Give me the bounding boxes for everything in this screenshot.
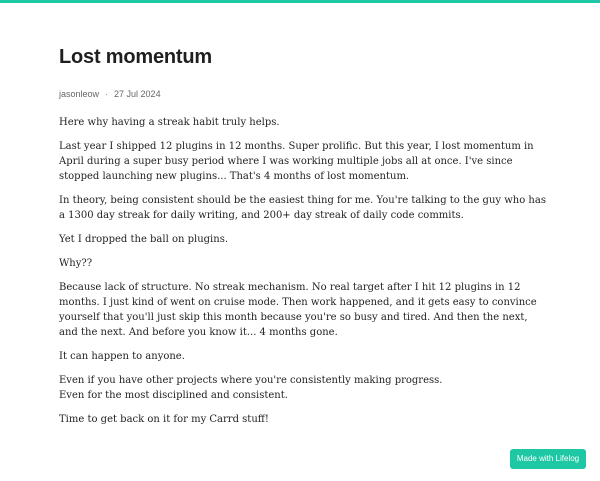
post-meta [59, 88, 549, 100]
post-body [59, 115, 549, 427]
top-accent-bar [0, 0, 600, 3]
made-with-lifelog-button[interactable]: Made with Lifelog [510, 449, 586, 469]
paragraph: Here why having a streak habit truly helps. [59, 117, 280, 128]
paragraph: Last year I shipped 12 plugins in 12 months. Super prolific. But this year, I lost momentum in April during a super busy period where I was working multiple jobs all at once. I've since stopped launching new plugins... That's 4 months of lost momentum. [59, 141, 534, 182]
paragraph: Because lack of structure. No streak mechanism. No real target after I hit 12 plugins in 12 months. I just kind of went on cruise mode. Then work happened, and it gets easy to convince yourself that you'll just skip this month because you're so busy and tired. And then the next, and the next. And before you know it... 4 months gone. [59, 282, 537, 338]
paragraph: Why?? [59, 258, 93, 269]
post-title: Lost momentum [59, 46, 212, 68]
paragraph: Even if you have other projects where you're consistently making progress. [59, 375, 443, 386]
paragraph: Even for the most disciplined and consistent. [59, 390, 288, 401]
paragraph: In theory, being consistent should be the easiest thing for me. You're talking to the guy who has a 1300 day streak for daily writing, and 200+ day streak of daily code commits. [59, 195, 546, 221]
paragraph: Yet I dropped the ball on plugins. [59, 234, 229, 245]
paragraph: Time to get back on it for my Carrd stuff! [59, 414, 269, 425]
article [59, 44, 549, 436]
paragraph: It can happen to anyone. [59, 351, 185, 362]
author-name[interactable]: jasonleow [59, 89, 100, 99]
meta-separator: · [105, 89, 109, 99]
post-date: 27 Jul 2024 [114, 89, 161, 99]
